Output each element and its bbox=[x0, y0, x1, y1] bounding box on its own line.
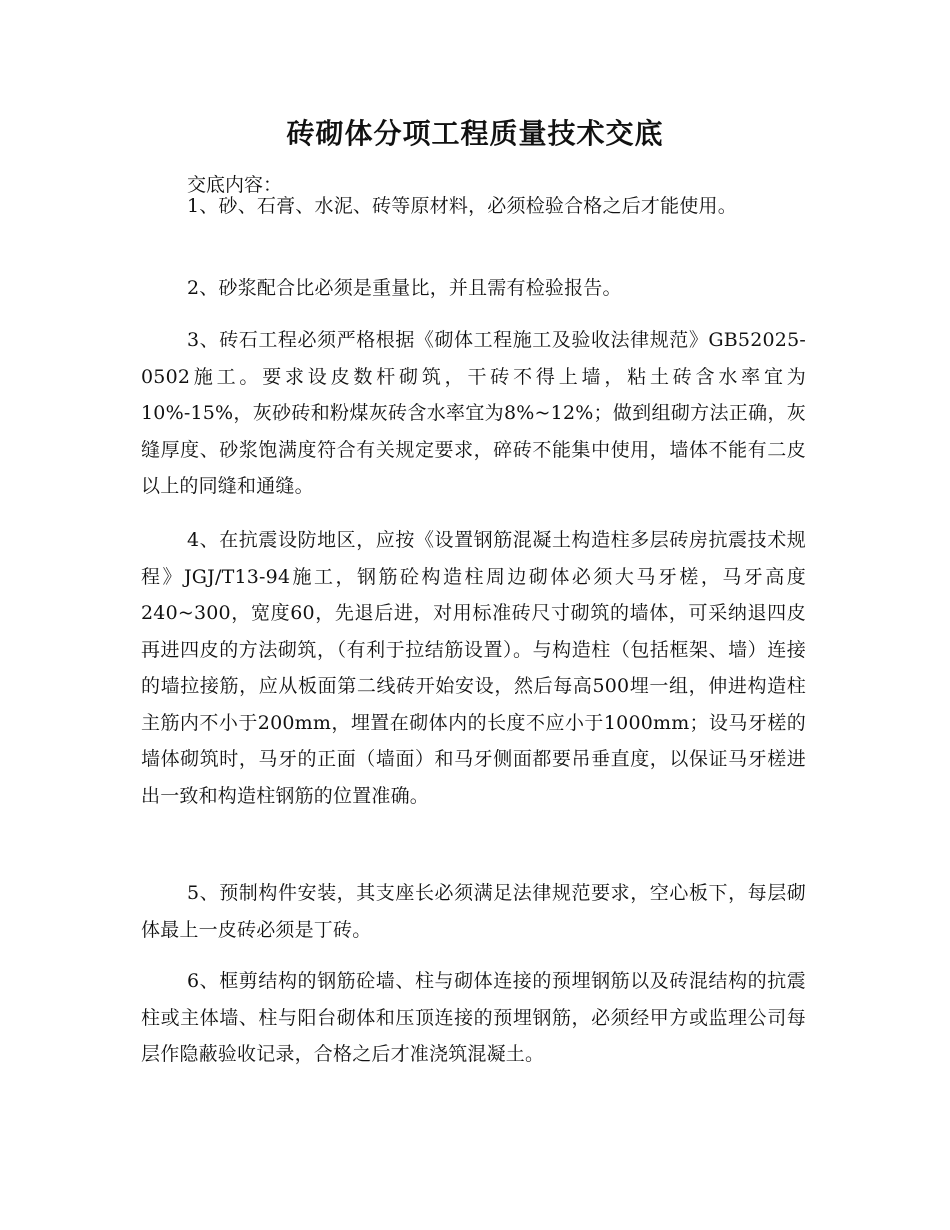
intro-label: 交底内容： bbox=[187, 174, 283, 196]
paragraph-1: 1、砂、石膏、水泥、砖等原材料，必须检验合格之后才能使用。 bbox=[187, 195, 737, 217]
paragraph-4: 4、在抗震设防地区，应按《设置钢筋混凝土构造柱多层砖房抗震技术规程》JGJ/T13-94施工，钢筋砼构造柱周边砌体必须大马牙槎，马牙高度240~300，宽度60，先退后进，对用标准砖尺寸砌筑的墙体，可采纳退四皮再进四皮的方法砌筑，（有利于拉结筋设置）。与构造柱（包括框架、墙）连接的墙拉接筋，应从板面第二线砖开始安设，然后每高500埋一组，伸进构造柱主筋内不小于200mm，埋置在砌体内的长度不应小于1000mm；设马牙槎的墙体砌筑时，马牙的正面（墙面）和马牙侧面都要吊垂直度，以保证马牙槎进出一致和构造柱钢筋的位置准确。 bbox=[141, 529, 806, 807]
paragraph-3: 3、砖石工程必须严格根据《砌体工程施工及验收法律规范》GB52025-0502施工。要求设皮数杆砌筑，干砖不得上墙，粘土砖含水率宜为10%-15%，灰砂砖和粉煤灰砖含水率宜为8%~12%；做到组砌方法正确，灰缝厚度、砂浆饱满度符合有关规定要求，碎砖不能集中使用，墙体不能有二皮以上的同缝和通缝。 bbox=[141, 329, 806, 497]
document-title: 砖砌体分项工程质量技术交底 bbox=[286, 117, 664, 150]
paragraph-5: 5、预制构件安装，其支座长必须满足法律规范要求，空心板下，每层砌体最上一皮砖必须是丁砖。 bbox=[141, 882, 806, 941]
paragraph-2: 2、砂浆配合比必须是重量比，并且需有检验报告。 bbox=[187, 277, 622, 299]
paragraph-6: 6、框剪结构的钢筋砼墙、柱与砌体连接的预埋钢筋以及砖混结构的抗震柱或主体墙、柱与阳台砌体和压顶连接的预埋钢筋，必须经甲方或监理公司每层作隐蔽验收记录，合格之后才准浇筑混凝土。 bbox=[141, 970, 806, 1065]
